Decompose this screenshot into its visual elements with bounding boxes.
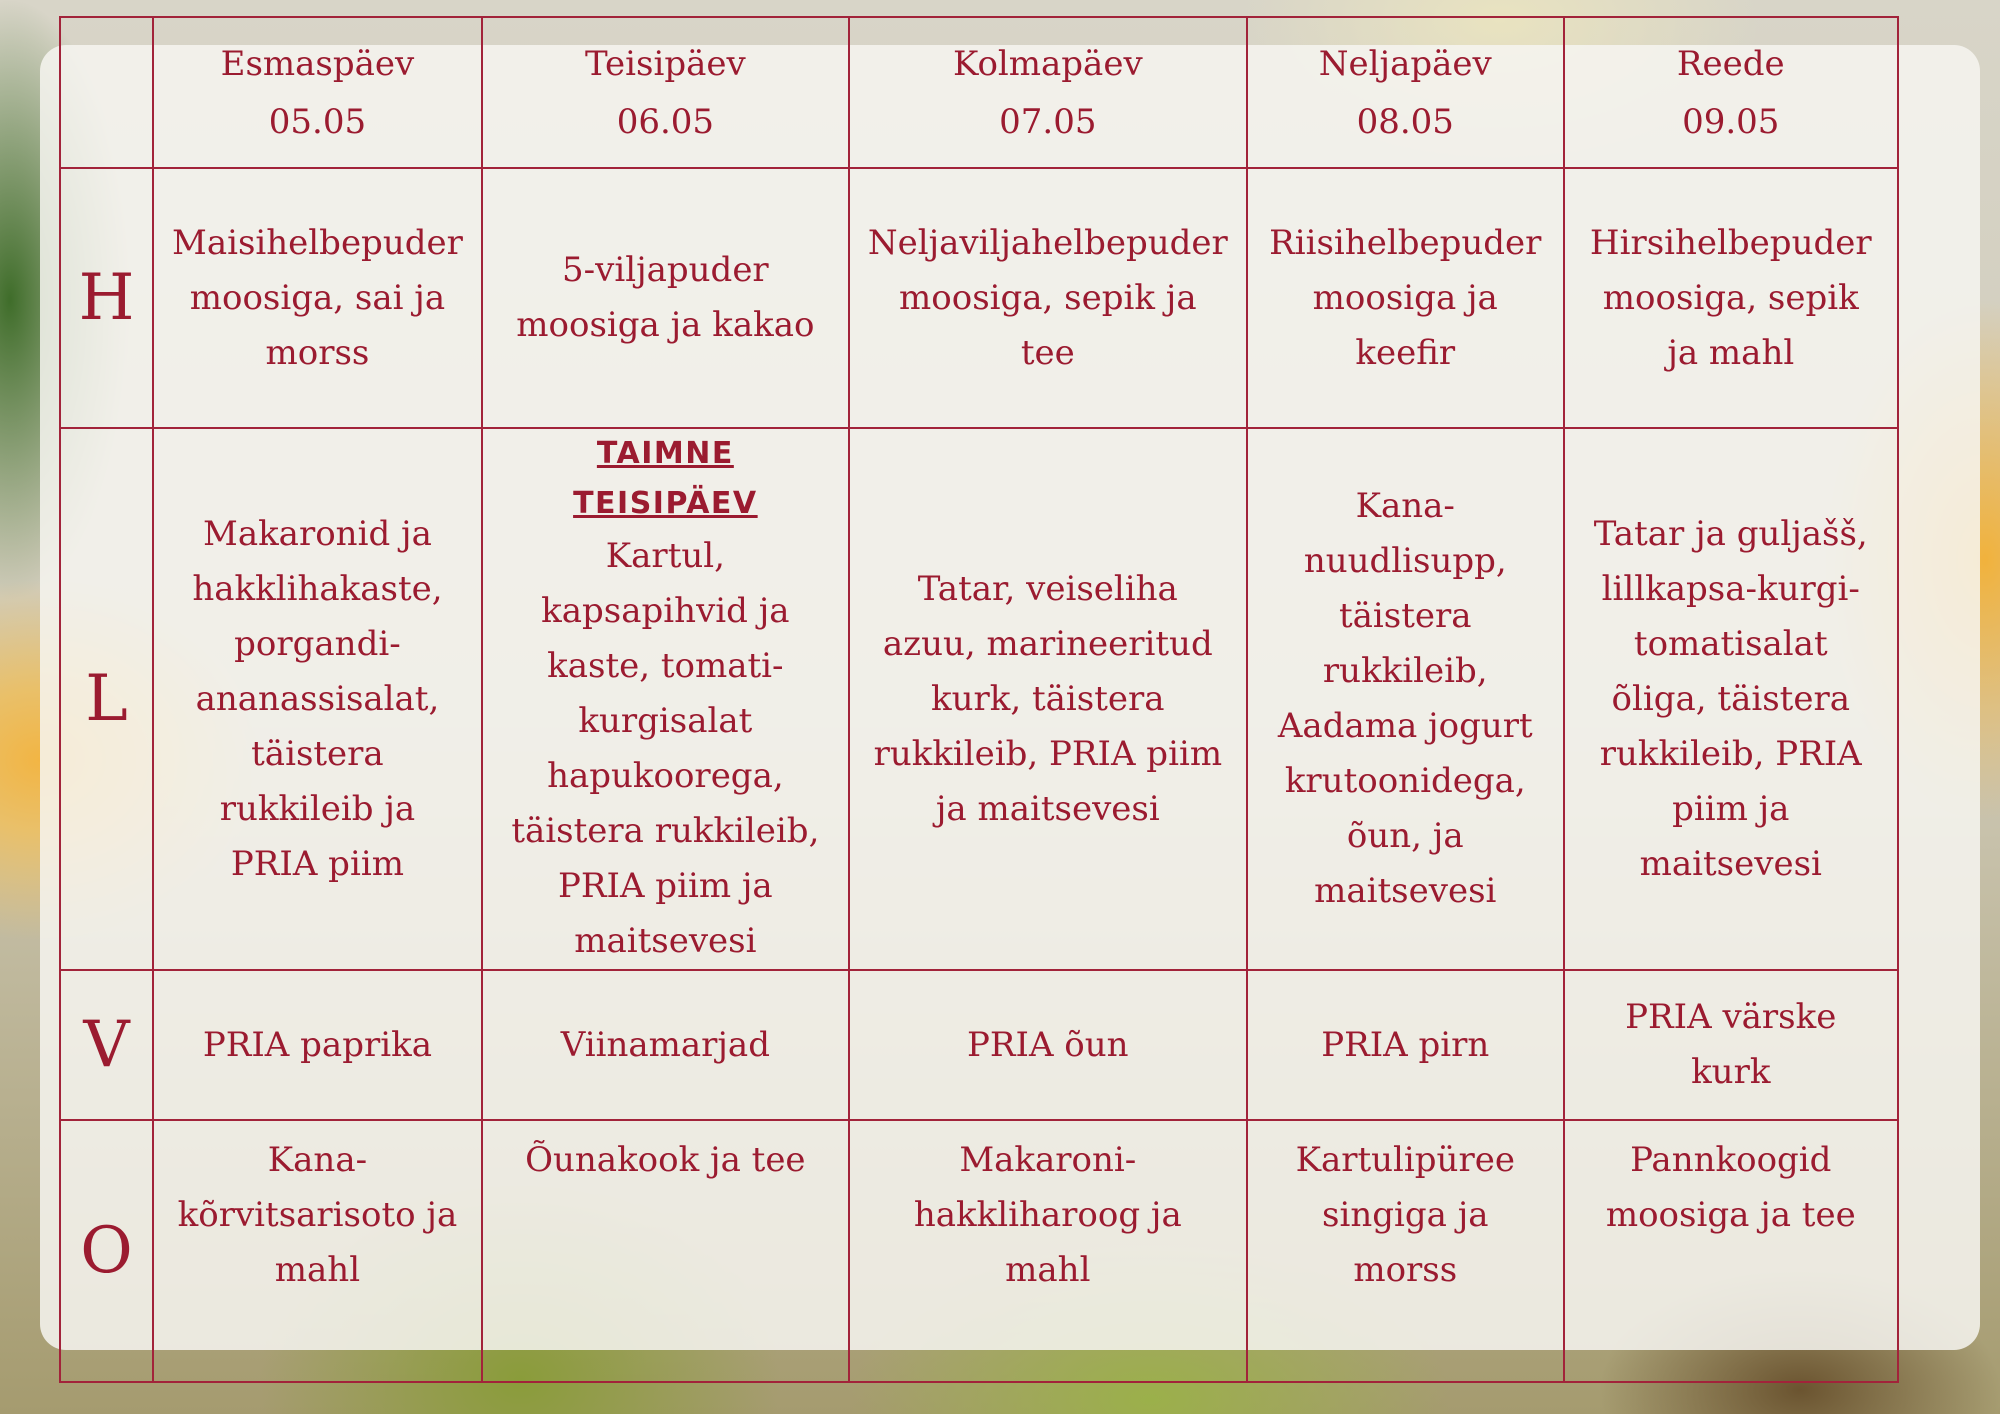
menu-cell: Viinamarjad bbox=[482, 970, 849, 1120]
day-header-friday: Reede 09.05 bbox=[1564, 17, 1898, 168]
menu-cell: Makaronid ja hakklihakaste, porgandi-ananassisalat, täistera rukkileib ja PRIA piim bbox=[153, 428, 482, 970]
menu-cell: Pannkoogid moosiga ja tee bbox=[1564, 1120, 1898, 1382]
menu-cell: PRIA õun bbox=[849, 970, 1247, 1120]
menu-cell: Hirsihelbepuder moosiga, sepik ja mahl bbox=[1564, 168, 1898, 428]
menu-cell: Riisihelbepuder moosiga ja keefir bbox=[1247, 168, 1564, 428]
row-label-lunch: L bbox=[60, 428, 153, 970]
day-header-tuesday: Teisipäev 06.05 bbox=[482, 17, 849, 168]
menu-cell: Tatar, veiseliha azuu, marineeritud kurk, täistera rukkileib, PRIA piim ja maitsevesi bbox=[849, 428, 1247, 970]
menu-cell: 5-viljapuder moosiga ja kakao bbox=[482, 168, 849, 428]
day-header-wednesday: Kolmapäev 07.05 bbox=[849, 17, 1247, 168]
menu-cell: PRIA paprika bbox=[153, 970, 482, 1120]
menu-cell: Neljaviljahelbepuder moosiga, sepik ja tee bbox=[849, 168, 1247, 428]
snack-row bbox=[60, 970, 1898, 1120]
corner-cell bbox=[60, 17, 153, 168]
menu-cell: Kartulipüree singiga ja morss bbox=[1247, 1120, 1564, 1382]
breakfast-row bbox=[60, 168, 1898, 428]
menu-cell-vegan-tuesday bbox=[482, 428, 849, 970]
menu-cell: Tatar ja guljašš, lillkapsa-kurgi-tomatisalat õliga, täistera rukkileib, PRIA piim ja maitsevesi bbox=[1564, 428, 1898, 970]
row-label-snack: V bbox=[60, 970, 153, 1120]
menu-cell: Õunakook ja tee bbox=[482, 1120, 849, 1382]
menu-cell: PRIA pirn bbox=[1247, 970, 1564, 1120]
weekly-menu-table bbox=[59, 16, 1899, 1383]
day-header-monday: Esmaspäev 05.05 bbox=[153, 17, 482, 168]
dinner-row bbox=[60, 1120, 1898, 1382]
header-row bbox=[60, 17, 1898, 168]
menu-cell: Makaroni-hakkliharoog ja mahl bbox=[849, 1120, 1247, 1382]
row-label-dinner: O bbox=[60, 1120, 153, 1382]
vegan-day-title: TAIMNE TEISIPÄEV bbox=[573, 436, 758, 521]
menu-cell: Kana-kõrvitsarisoto ja mahl bbox=[153, 1120, 482, 1382]
menu-cell-text: Kartul, kapsapihvid ja kaste, tomati-kurgisalat hapukoorega, täistera rukkileib, PRIA piim ja maitsevesi bbox=[511, 536, 820, 961]
day-header-thursday: Neljapäev 08.05 bbox=[1247, 17, 1564, 168]
menu-cell: PRIA värske kurk bbox=[1564, 970, 1898, 1120]
menu-cell: Kana-nuudlisupp, täistera rukkileib, Aadama jogurt krutoonidega, õun, ja maitsevesi bbox=[1247, 428, 1564, 970]
lunch-row bbox=[60, 428, 1898, 970]
menu-cell: Maisihelbepuder moosiga, sai ja morss bbox=[153, 168, 482, 428]
row-label-breakfast: H bbox=[60, 168, 153, 428]
